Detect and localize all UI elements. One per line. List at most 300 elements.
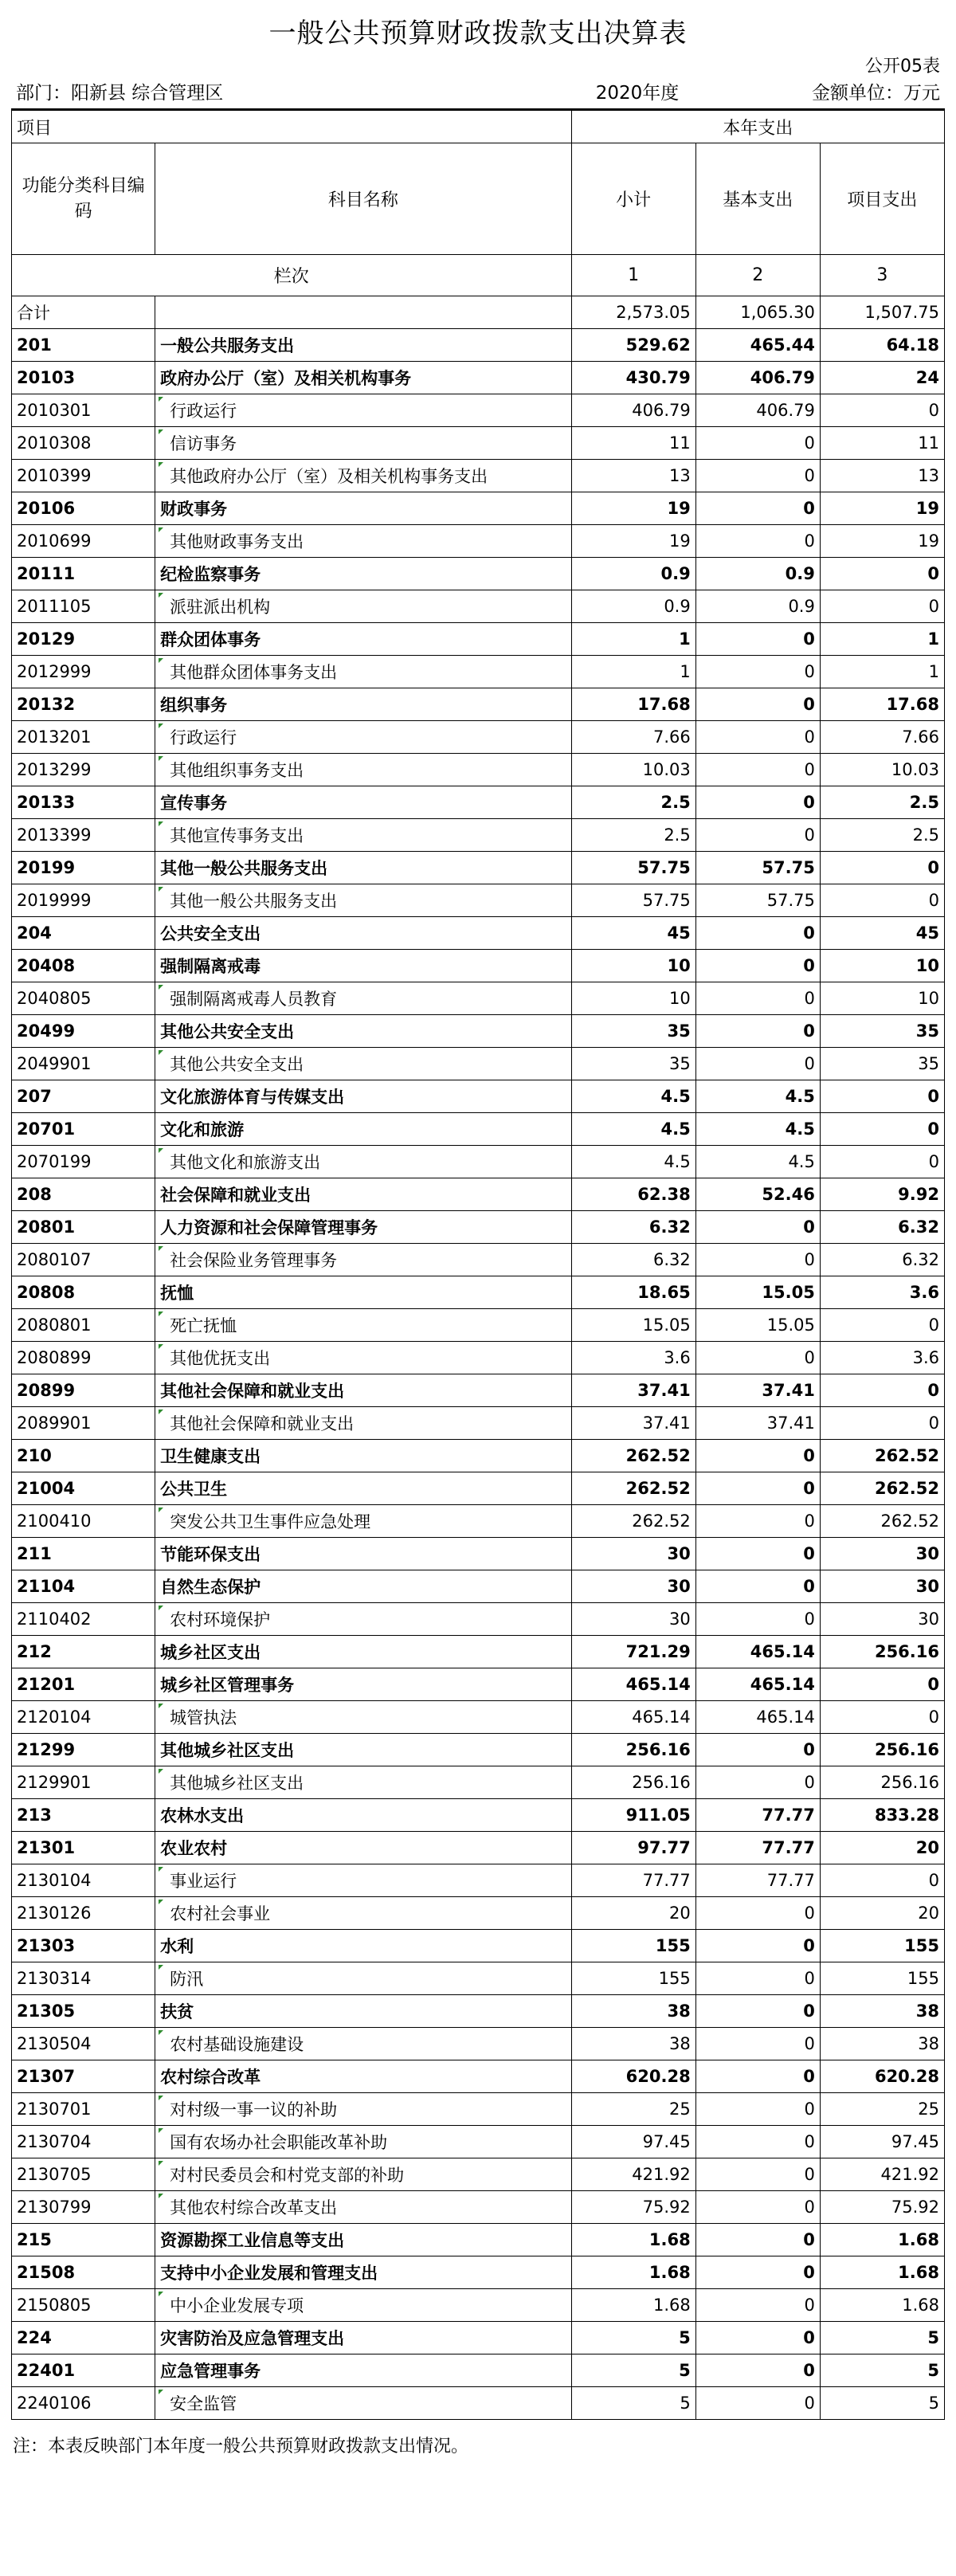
table-row: [12, 1930, 945, 1962]
table-row: [12, 1668, 945, 1701]
cell-name: 农村综合改革: [155, 2060, 571, 2093]
cell-basic: 0: [695, 1015, 820, 1048]
table-row: [12, 2028, 945, 2060]
cell-subtotal: 75.92: [571, 2191, 695, 2224]
cell-project: 0: [820, 884, 944, 917]
cell-basic: 57.75: [695, 852, 820, 884]
cell-code: 204: [12, 917, 155, 950]
header-item: 项目: [12, 111, 572, 143]
table-row: [12, 1603, 945, 1636]
cell-project: 0: [820, 1309, 944, 1342]
cell-name: 对村级一事一议的补助: [155, 2093, 571, 2126]
cell-project: 0: [820, 1080, 944, 1113]
cell-code: 2130104: [12, 1864, 155, 1897]
table-row: [12, 2289, 945, 2322]
cell-name: 防汛: [155, 1962, 571, 1995]
table-row: [12, 754, 945, 786]
cell-name: 其他组织事务支出: [155, 754, 571, 786]
table-row: [12, 1048, 945, 1080]
cell-code: 20106: [12, 492, 155, 525]
table-row: [12, 394, 945, 427]
cell-subtotal: 1: [571, 623, 695, 656]
cell-code: 2013299: [12, 754, 155, 786]
table-row: [12, 852, 945, 884]
cell-name: 其他一般公共服务支出: [155, 884, 571, 917]
cell-project: 35: [820, 1048, 944, 1080]
cell-subtotal: 620.28: [571, 2060, 695, 2093]
cell-basic: 52.46: [695, 1178, 820, 1211]
table-row: [12, 786, 945, 819]
cell-subtotal: 30: [571, 1570, 695, 1603]
cell-basic: 0: [695, 688, 820, 721]
cell-subtotal: 77.77: [571, 1864, 695, 1897]
cell-code: 21303: [12, 1930, 155, 1962]
cell-project: 262.52: [820, 1440, 944, 1472]
table-row: [12, 1832, 945, 1864]
cell-project: 0: [820, 394, 944, 427]
cell-basic: 0: [695, 1603, 820, 1636]
cell-code: 2080107: [12, 1244, 155, 1276]
cell-basic: 4.5: [695, 1113, 820, 1146]
cell-basic: 4.5: [695, 1080, 820, 1113]
cell-subtotal: 911.05: [571, 1799, 695, 1832]
cell-code: 2110402: [12, 1603, 155, 1636]
cell-project: 17.68: [820, 688, 944, 721]
cell-subtotal: 155: [571, 1962, 695, 1995]
cell-subtotal: 1.68: [571, 2289, 695, 2322]
cell-basic: 15.05: [695, 1276, 820, 1309]
cell-code: 207: [12, 1080, 155, 1113]
cell-subtotal: 5: [571, 2387, 695, 2420]
cell-subtotal: 30: [571, 1538, 695, 1570]
cell-basic: 406.79: [695, 394, 820, 427]
cell-subtotal: 421.92: [571, 2158, 695, 2191]
cell-basic: 0: [695, 2191, 820, 2224]
cell-project: 2.5: [820, 786, 944, 819]
table-row: [12, 296, 945, 329]
cell-project: 10: [820, 982, 944, 1015]
cell-project: 9.92: [820, 1178, 944, 1211]
cell-basic: 465.14: [695, 1701, 820, 1734]
cell-project: 20: [820, 1832, 944, 1864]
cell-code: 2010399: [12, 460, 155, 492]
cell-project: 20: [820, 1897, 944, 1930]
cell-subtotal: 1: [571, 656, 695, 688]
cell-basic: 57.75: [695, 884, 820, 917]
cell-subtotal: 10: [571, 950, 695, 982]
cell-project: 11: [820, 427, 944, 460]
table-row: [12, 1734, 945, 1766]
cell-code: 20103: [12, 362, 155, 394]
cell-subtotal: 6.32: [571, 1211, 695, 1244]
cell-code: 2130704: [12, 2126, 155, 2158]
cell-subtotal: 2.5: [571, 786, 695, 819]
department-line: [11, 78, 945, 110]
cell-subtotal: 20: [571, 1897, 695, 1930]
cell-basic: 0: [695, 1244, 820, 1276]
table-row: [12, 558, 945, 590]
header-code: 功能分类科目编码: [12, 143, 155, 255]
cell-project: 13: [820, 460, 944, 492]
index-1: 1: [571, 255, 695, 296]
table-row: [12, 2126, 945, 2158]
cell-code: 2130799: [12, 2191, 155, 2224]
row-index-label: 栏次: [12, 255, 572, 296]
cell-name: 强制隔离戒毒人员教育: [155, 982, 571, 1015]
cell-code: 合计: [12, 296, 155, 329]
cell-subtotal: 57.75: [571, 852, 695, 884]
cell-code: 21201: [12, 1668, 155, 1701]
cell-code: 20129: [12, 623, 155, 656]
expenditure-table: [11, 110, 945, 2420]
cell-subtotal: 4.5: [571, 1113, 695, 1146]
cell-basic: 0: [695, 525, 820, 558]
cell-code: 21004: [12, 1472, 155, 1505]
cell-project: 3.6: [820, 1276, 944, 1309]
table-row: [12, 2224, 945, 2256]
cell-code: 2010301: [12, 394, 155, 427]
fiscal-year: 2020年度: [595, 83, 680, 104]
cell-project: 30: [820, 1538, 944, 1570]
cell-basic: 0: [695, 786, 820, 819]
cell-subtotal: 37.41: [571, 1407, 695, 1440]
cell-name: 信访事务: [155, 427, 571, 460]
table-row: [12, 2354, 945, 2387]
cell-code: 20701: [12, 1113, 155, 1146]
cell-subtotal: 1.68: [571, 2224, 695, 2256]
cell-basic: 0: [695, 2322, 820, 2354]
amount-unit: 金额单位：万元: [812, 83, 940, 104]
cell-name: 社会保险业务管理事务: [155, 1244, 571, 1276]
cell-subtotal: 57.75: [571, 884, 695, 917]
table-row: [12, 1799, 945, 1832]
table-row: [12, 982, 945, 1015]
cell-subtotal: 262.52: [571, 1505, 695, 1538]
cell-code: 22401: [12, 2354, 155, 2387]
table-row: [12, 623, 945, 656]
cell-subtotal: 37.41: [571, 1374, 695, 1407]
cell-code: 21301: [12, 1832, 155, 1864]
cell-subtotal: 7.66: [571, 721, 695, 754]
header-current-year: 本年支出: [571, 111, 944, 143]
cell-name: 组织事务: [155, 688, 571, 721]
cell-code: 2240106: [12, 2387, 155, 2420]
cell-subtotal: 5: [571, 2354, 695, 2387]
cell-name: 突发公共卫生事件应急处理: [155, 1505, 571, 1538]
table-row: [12, 656, 945, 688]
table-row: [12, 819, 945, 852]
cell-project: 19: [820, 525, 944, 558]
cell-project: 64.18: [820, 329, 944, 362]
cell-name: 行政运行: [155, 394, 571, 427]
cell-code: 2130314: [12, 1962, 155, 1995]
table-row: [12, 329, 945, 362]
cell-code: 210: [12, 1440, 155, 1472]
report-sheet: [11, 11, 945, 2457]
cell-basic: 0: [695, 1048, 820, 1080]
cell-subtotal: 35: [571, 1015, 695, 1048]
table-row: [12, 1440, 945, 1472]
cell-name: 农业农村: [155, 1832, 571, 1864]
cell-basic: 0: [695, 2289, 820, 2322]
cell-code: 2019999: [12, 884, 155, 917]
cell-name: 其他城乡社区支出: [155, 1734, 571, 1766]
cell-project: 1.68: [820, 2224, 944, 2256]
cell-basic: 465.14: [695, 1668, 820, 1701]
table-row: [12, 427, 945, 460]
cell-code: 20808: [12, 1276, 155, 1309]
table-row: [12, 1342, 945, 1374]
table-row: [12, 917, 945, 950]
table-row: [12, 2322, 945, 2354]
table-row: [12, 1864, 945, 1897]
cell-basic: 0: [695, 1734, 820, 1766]
cell-code: 2012999: [12, 656, 155, 688]
cell-subtotal: 2,573.05: [571, 296, 695, 329]
cell-subtotal: 19: [571, 492, 695, 525]
cell-basic: 0: [695, 2354, 820, 2387]
cell-code: 2070199: [12, 1146, 155, 1178]
cell-project: 6.32: [820, 1211, 944, 1244]
cell-subtotal: 30: [571, 1603, 695, 1636]
cell-subtotal: 430.79: [571, 362, 695, 394]
cell-code: 2150805: [12, 2289, 155, 2322]
cell-basic: 0: [695, 427, 820, 460]
cell-name: 事业运行: [155, 1864, 571, 1897]
cell-subtotal: 10.03: [571, 754, 695, 786]
table-row: [12, 1636, 945, 1668]
table-row: [12, 1374, 945, 1407]
table-row: [12, 1113, 945, 1146]
cell-code: 213: [12, 1799, 155, 1832]
cell-basic: 0: [695, 2028, 820, 2060]
cell-name: 财政事务: [155, 492, 571, 525]
cell-code: 2010699: [12, 525, 155, 558]
cell-subtotal: 6.32: [571, 1244, 695, 1276]
cell-code: 212: [12, 1636, 155, 1668]
table-row: [12, 1701, 945, 1734]
cell-name: 农村社会事业: [155, 1897, 571, 1930]
cell-subtotal: 465.14: [571, 1668, 695, 1701]
cell-name: 一般公共服务支出: [155, 329, 571, 362]
cell-basic: 0: [695, 819, 820, 852]
cell-basic: 15.05: [695, 1309, 820, 1342]
cell-basic: 0: [695, 1766, 820, 1799]
cell-subtotal: 97.77: [571, 1832, 695, 1864]
cell-subtotal: 256.16: [571, 1734, 695, 1766]
table-row: [12, 2158, 945, 2191]
table-row: [12, 525, 945, 558]
form-number-line: [11, 56, 945, 78]
table-row: [12, 492, 945, 525]
cell-code: 21104: [12, 1570, 155, 1603]
table-row: [12, 721, 945, 754]
cell-code: 2013201: [12, 721, 155, 754]
cell-subtotal: 256.16: [571, 1766, 695, 1799]
cell-project: 620.28: [820, 2060, 944, 2093]
cell-name: 宣传事务: [155, 786, 571, 819]
table-row: [12, 2387, 945, 2420]
table-row: [12, 1472, 945, 1505]
table-row: [12, 1995, 945, 2028]
table-body: [12, 111, 945, 2420]
cell-project: 262.52: [820, 1505, 944, 1538]
header-row-index: [12, 255, 945, 296]
cell-code: 224: [12, 2322, 155, 2354]
cell-name: 灾害防治及应急管理支出: [155, 2322, 571, 2354]
cell-project: 0: [820, 1701, 944, 1734]
cell-project: 30: [820, 1603, 944, 1636]
table-row: [12, 1962, 945, 1995]
cell-subtotal: 1.68: [571, 2256, 695, 2289]
cell-basic: 406.79: [695, 362, 820, 394]
cell-subtotal: 38: [571, 1995, 695, 2028]
cell-name: 卫生健康支出: [155, 1440, 571, 1472]
cell-code: 20801: [12, 1211, 155, 1244]
cell-project: 1.68: [820, 2256, 944, 2289]
cell-basic: 0: [695, 2060, 820, 2093]
table-row: [12, 2256, 945, 2289]
cell-code: 2129901: [12, 1766, 155, 1799]
cell-subtotal: 15.05: [571, 1309, 695, 1342]
cell-code: 2049901: [12, 1048, 155, 1080]
cell-code: 201: [12, 329, 155, 362]
cell-subtotal: 38: [571, 2028, 695, 2060]
table-row: [12, 2191, 945, 2224]
cell-basic: 0: [695, 656, 820, 688]
cell-subtotal: 4.5: [571, 1146, 695, 1178]
cell-name: 节能环保支出: [155, 1538, 571, 1570]
cell-basic: 0: [695, 2256, 820, 2289]
cell-name: 文化和旅游: [155, 1113, 571, 1146]
cell-code: 2130701: [12, 2093, 155, 2126]
cell-basic: 0: [695, 2158, 820, 2191]
cell-project: 256.16: [820, 1766, 944, 1799]
footer-note: 注：本表反映部门本年度一般公共预算财政拨款支出情况。: [13, 2437, 469, 2456]
cell-subtotal: 262.52: [571, 1472, 695, 1505]
cell-name: 支持中小企业发展和管理支出: [155, 2256, 571, 2289]
cell-subtotal: 0.9: [571, 558, 695, 590]
cell-basic: 0: [695, 460, 820, 492]
cell-project: 1: [820, 623, 944, 656]
cell-basic: 0.9: [695, 558, 820, 590]
cell-basic: 0: [695, 2126, 820, 2158]
cell-name: 扶贫: [155, 1995, 571, 2028]
cell-project: 833.28: [820, 1799, 944, 1832]
cell-code: 2080899: [12, 1342, 155, 1374]
cell-name: 水利: [155, 1930, 571, 1962]
cell-project: 0: [820, 1146, 944, 1178]
cell-basic: 77.77: [695, 1799, 820, 1832]
cell-subtotal: 2.5: [571, 819, 695, 852]
cell-name: 其他优抚支出: [155, 1342, 571, 1374]
cell-basic: 0.9: [695, 590, 820, 623]
cell-project: 262.52: [820, 1472, 944, 1505]
cell-code: 20132: [12, 688, 155, 721]
cell-basic: 77.77: [695, 1864, 820, 1897]
cell-code: 2130126: [12, 1897, 155, 1930]
cell-name: [155, 296, 571, 329]
cell-basic: 0: [695, 1440, 820, 1472]
cell-basic: 0: [695, 1897, 820, 1930]
cell-subtotal: 406.79: [571, 394, 695, 427]
cell-name: 纪检监察事务: [155, 558, 571, 590]
cell-project: 1: [820, 656, 944, 688]
cell-code: 2130705: [12, 2158, 155, 2191]
cell-project: 155: [820, 1930, 944, 1962]
cell-subtotal: 529.62: [571, 329, 695, 362]
cell-basic: 0: [695, 1342, 820, 1374]
cell-name: 农林水支出: [155, 1799, 571, 1832]
cell-basic: 0: [695, 950, 820, 982]
cell-subtotal: 11: [571, 427, 695, 460]
cell-name: 自然生态保护: [155, 1570, 571, 1603]
cell-project: 0: [820, 1407, 944, 1440]
table-row: [12, 1897, 945, 1930]
cell-name: 强制隔离戒毒: [155, 950, 571, 982]
cell-project: 6.32: [820, 1244, 944, 1276]
cell-basic: 0: [695, 623, 820, 656]
cell-subtotal: 5: [571, 2322, 695, 2354]
cell-name: 其他群众团体事务支出: [155, 656, 571, 688]
table-row: [12, 1015, 945, 1048]
cell-name: 公共安全支出: [155, 917, 571, 950]
cell-name: 农村基础设施建设: [155, 2028, 571, 2060]
cell-name: 国有农场办社会职能改革补助: [155, 2126, 571, 2158]
cell-basic: 0: [695, 1995, 820, 2028]
cell-project: 38: [820, 1995, 944, 2028]
cell-project: 38: [820, 2028, 944, 2060]
cell-basic: 0: [695, 1538, 820, 1570]
cell-project: 5: [820, 2322, 944, 2354]
cell-name: 公共卫生: [155, 1472, 571, 1505]
table-row: [12, 1309, 945, 1342]
cell-name: 对村民委员会和村党支部的补助: [155, 2158, 571, 2191]
department-label: 部门：阳新县 综合管理区: [16, 83, 224, 104]
cell-project: 0: [820, 1668, 944, 1701]
cell-basic: 0: [695, 754, 820, 786]
header-project: 项目支出: [820, 143, 944, 255]
cell-name: 群众团体事务: [155, 623, 571, 656]
cell-subtotal: 4.5: [571, 1080, 695, 1113]
cell-code: 21305: [12, 1995, 155, 2028]
cell-subtotal: 10: [571, 982, 695, 1015]
cell-code: 2120104: [12, 1701, 155, 1734]
cell-project: 10: [820, 950, 944, 982]
cell-name: 其他政府办公厅（室）及相关机构事务支出: [155, 460, 571, 492]
cell-subtotal: 3.6: [571, 1342, 695, 1374]
cell-name: 城乡社区支出: [155, 1636, 571, 1668]
cell-project: 5: [820, 2387, 944, 2420]
header-row-top: [12, 111, 945, 143]
cell-basic: 0: [695, 1211, 820, 1244]
cell-project: 0: [820, 558, 944, 590]
header-row-columns: [12, 143, 945, 255]
cell-basic: 77.77: [695, 1832, 820, 1864]
cell-code: 2011105: [12, 590, 155, 623]
table-row: [12, 1505, 945, 1538]
cell-name: 其他宣传事务支出: [155, 819, 571, 852]
cell-project: 0: [820, 590, 944, 623]
cell-name: 其他一般公共服务支出: [155, 852, 571, 884]
table-row: [12, 1538, 945, 1570]
cell-basic: 0: [695, 1505, 820, 1538]
page-title: 一般公共预算财政拨款支出决算表: [268, 18, 688, 49]
cell-project: 24: [820, 362, 944, 394]
cell-name: 其他社会保障和就业支出: [155, 1407, 571, 1440]
cell-basic: 0: [695, 1930, 820, 1962]
cell-basic: 465.44: [695, 329, 820, 362]
